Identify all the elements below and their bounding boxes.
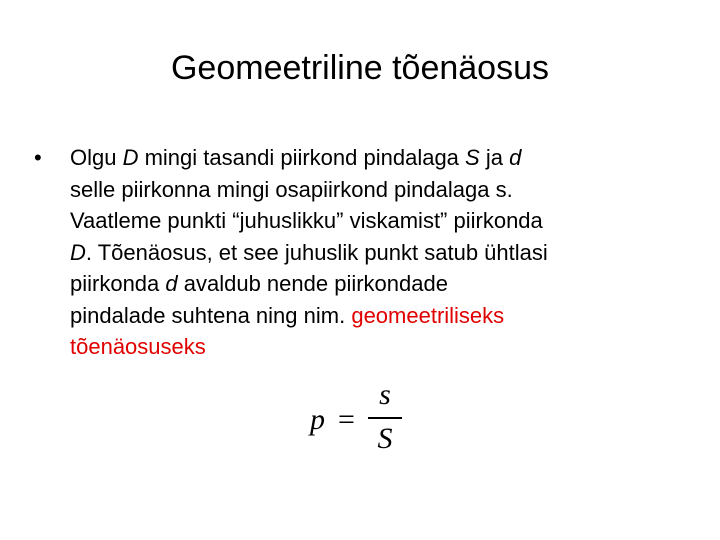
bullet-icon: • (34, 145, 42, 170)
text-segment: piirkonda (70, 271, 166, 296)
text-segment: D (122, 145, 139, 170)
formula-equals: = (338, 403, 355, 436)
highlighted-term: geomeetriliseks (351, 302, 505, 328)
text-segment: mingi tasandi piirkond pindalaga (138, 145, 466, 170)
formula-lhs: p (310, 403, 325, 436)
formula-denominator: S (377, 422, 393, 455)
bullet-text-line (70, 205, 694, 237)
fraction-bar (368, 417, 402, 419)
bullet-text-line (70, 300, 694, 332)
text-segment: . Tõenäosus, et see juhuslik punkt satub ühtlasi (85, 239, 548, 265)
text-segment: ja (479, 145, 510, 170)
bullet-text-line (70, 268, 694, 300)
bullet-text (70, 142, 694, 363)
bullet-item (34, 142, 694, 363)
text-segment: pindalade suhtena ning nim. (70, 302, 352, 328)
text-segment: avaldub nende piirkondade (177, 271, 448, 296)
highlighted-term: tõenäosuseks (70, 334, 206, 359)
bullet-text-line (70, 174, 694, 206)
bullet-text-line (70, 142, 694, 174)
text-segment: Vaatleme punkti “juhuslikku” viskamist” piirkonda (70, 208, 543, 233)
formula-numerator: s (379, 378, 391, 411)
text-segment: d (509, 145, 522, 170)
text-segment: Olgu (70, 145, 123, 170)
slide-title: Geomeetriline tõenäosus (170, 49, 549, 87)
bullet-text-line (70, 331, 694, 363)
bullet-text-line (70, 237, 694, 269)
text-segment: d (165, 271, 178, 296)
text-segment: selle piirkonna mingi osapiirkond pindalaga s. (70, 176, 513, 202)
probability-formula (310, 380, 410, 460)
formula-fraction (368, 380, 402, 460)
text-segment: D (70, 239, 86, 265)
text-segment: S (465, 145, 480, 170)
